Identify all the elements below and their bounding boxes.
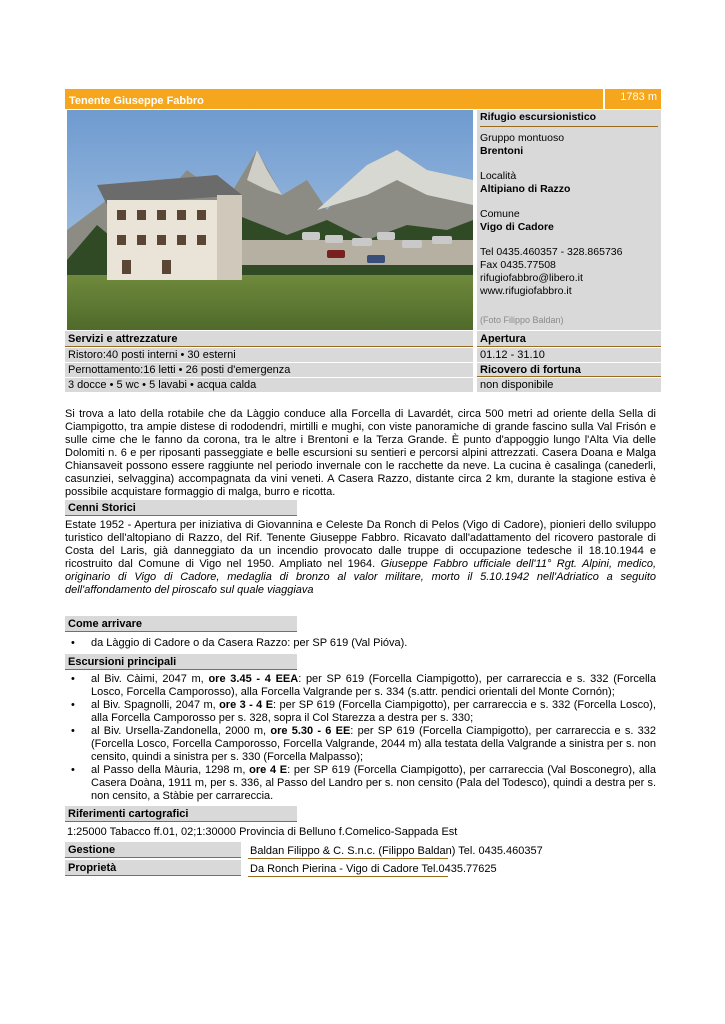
ownership-value: Da Ronch Pierina - Vigo di Cadore Tel.0435.77625 xyxy=(250,863,497,875)
altitude-badge: 1783 m xyxy=(605,89,661,109)
history-body: Estate 1952 - Apertura per iniziativa di Giovannina e Celeste Da Ronch di Pelos (Vigo di Cadore), pionieri dello sviluppo turistico dell'altopiano di Razzo, del Rif. Tenente Giuseppe Fabbro. Ricavato dall'adattamento del ricovero pastorale di Costa del Laris, già danneggiato da un incendio provocato dalle truppe di occupazione tedesche il 18.10.1944 e ricostruito dal Comune di Vigo nel 1950. Ampliato nel 1964. xyxy=(65,519,656,570)
list-item: • al Biv. Spagnolli, 2047 m, ore 3 - 4 E: per SP 619 (Forcella Ciampigotto), per carrareccia e s. 332 (Forcella Losco), alla Forcella Camporosso per s. 328, sopra il Col Starezza a destra per s. 330; xyxy=(65,699,656,725)
management-underline xyxy=(248,858,448,859)
list-item: • da Làggio di Cadore o da Casera Razzo: per SP 619 (Val Pióva). xyxy=(65,637,656,650)
fortuna-heading: Ricovero di fortuna xyxy=(477,363,661,377)
management-label: Gestione xyxy=(65,842,241,858)
comune-label: Comune xyxy=(480,208,520,220)
fortuna-value: non disponibile xyxy=(477,378,661,392)
email-link[interactable]: rifugiofabbro@libero.it xyxy=(480,272,583,284)
refuge-photo xyxy=(67,110,473,330)
list-item: • al Biv. Càimi, 2047 m, ore 3.45 - 4 EEA: per SP 619 (Forcella Ciampigotto), per carrareccia e s. 332 (Forcella Losco, Forcella Camporosso), alla Forcella Valgrande per s. 334 (s.attr. pendici orientali del Monte Cornón); xyxy=(65,673,656,699)
maps-heading: Riferimenti cartografici xyxy=(65,806,297,822)
refuge-photo-image xyxy=(67,110,473,330)
phone: Tel 0435.460357 - 328.865736 xyxy=(480,246,623,258)
history-heading: Cenni Storici xyxy=(65,500,297,516)
group-value: Brentoni xyxy=(480,145,524,157)
website-link[interactable]: www.rifugiofabbro.it xyxy=(480,285,572,297)
excursions-heading: Escursioni principali xyxy=(65,654,297,670)
maps-text: 1:25000 Tabacco ff.01, 02;1:30000 Provincia di Belluno f.Comelico-Sappada Est xyxy=(67,826,458,838)
apertura-dates: 01.12 - 31.10 xyxy=(477,348,661,362)
list-item: • al Biv. Ursella-Zandonella, 2000 m, ore 5.30 - 6 EE: per SP 619 (Forcella Ciampigotto), per carrareccia e s. 332 (Forcella Losco, Forcella Camporosso, Forcella Valgrande, 2044 m) alla testata della Valgrande a sinistra per s. non censito, quindi a sinistra per s. 330 (Forcella Malpasso); xyxy=(65,725,656,764)
photo-credit: (Foto Filippo Baldan) xyxy=(480,315,564,325)
refuge-type: Rifugio escursionistico xyxy=(480,110,658,127)
excursions-list xyxy=(65,673,656,803)
description: Si trova a lato della rotabile che da Làggio conduce alla Forcella di Lavardét, circa 500 metri ad oriente della Sella di Ciampigotto, tra ampie distese di rododendri, mirtilli e mughi, con viste panoramiche di grande fascino sulla Val Frisón e sulle cime che le fanno da corona, tra le altre i Brentoni e la Terza Grande. È punto d'appoggio lungo l'Alta Via delle Dolomiti n. 6 e per riposanti passeggiate e belle escursioni su sentieri e percorsi alpini attrezzati. Casera Doana e Malga Chiansaveit possono essere raggiunte nel periodo invernale con le racchette da neve. La cucina è casalinga (canederli, casunziei, selvaggina) accompagnata da vini veneti. A Casera Razzo, distante circa 2 km, durante la stagione estiva è possibile acquistare formaggio di malga, burro e ricotta. xyxy=(65,408,656,498)
fax: Fax 0435.77508 xyxy=(480,259,556,271)
service-row: Ristoro:40 posti interni • 30 esterni xyxy=(65,348,473,362)
apertura-heading: Apertura xyxy=(477,331,661,347)
list-item: • al Passo della Màuria, 1298 m, ore 4 E: per SP 619 (Forcella Ciampigotto), per carrareccia (Val Bosconegro), alla Casera Doàna, 1911 m, per s. 336, al Passo del Landro per s. non censito (Pala del Todesco), quindi a destra per s. non censito, a Stàbie per carrareccia. xyxy=(65,764,656,803)
access-list xyxy=(65,637,656,650)
group-label: Gruppo montuoso xyxy=(480,132,565,144)
service-row: Pernottamento:16 letti • 26 posti d'emergenza xyxy=(65,363,473,377)
access-heading: Come arrivare xyxy=(65,616,297,632)
ownership-label: Proprietà xyxy=(65,860,241,876)
info-panel xyxy=(477,110,661,330)
history-italic: Giuseppe Fabbro ufficiale dell'11° Rgt. Alpini, medico, originario di Vigo di Cadore, medaglia di bronzo al valor militare, morto il 5.10.1942 nell'Adriatico a seguito dell'affondamento del piroscafo sul quale viaggiava xyxy=(65,558,656,596)
locality-value: Altipiano di Razzo xyxy=(480,183,571,195)
locality-label: Località xyxy=(480,170,517,182)
refuge-name: Tenente Giuseppe Fabbro xyxy=(65,89,603,109)
ownership-underline xyxy=(248,876,448,877)
services-heading: Servizi e attrezzature xyxy=(65,331,473,347)
management-value: Baldan Filippo & C. S.n.c. (Filippo Baldan) Tel. 0435.460357 xyxy=(250,845,543,857)
comune-value: Vigo di Cadore xyxy=(480,221,554,233)
service-row: 3 docce • 5 wc • 5 lavabi • acqua calda xyxy=(65,378,473,392)
history-text xyxy=(65,519,656,597)
